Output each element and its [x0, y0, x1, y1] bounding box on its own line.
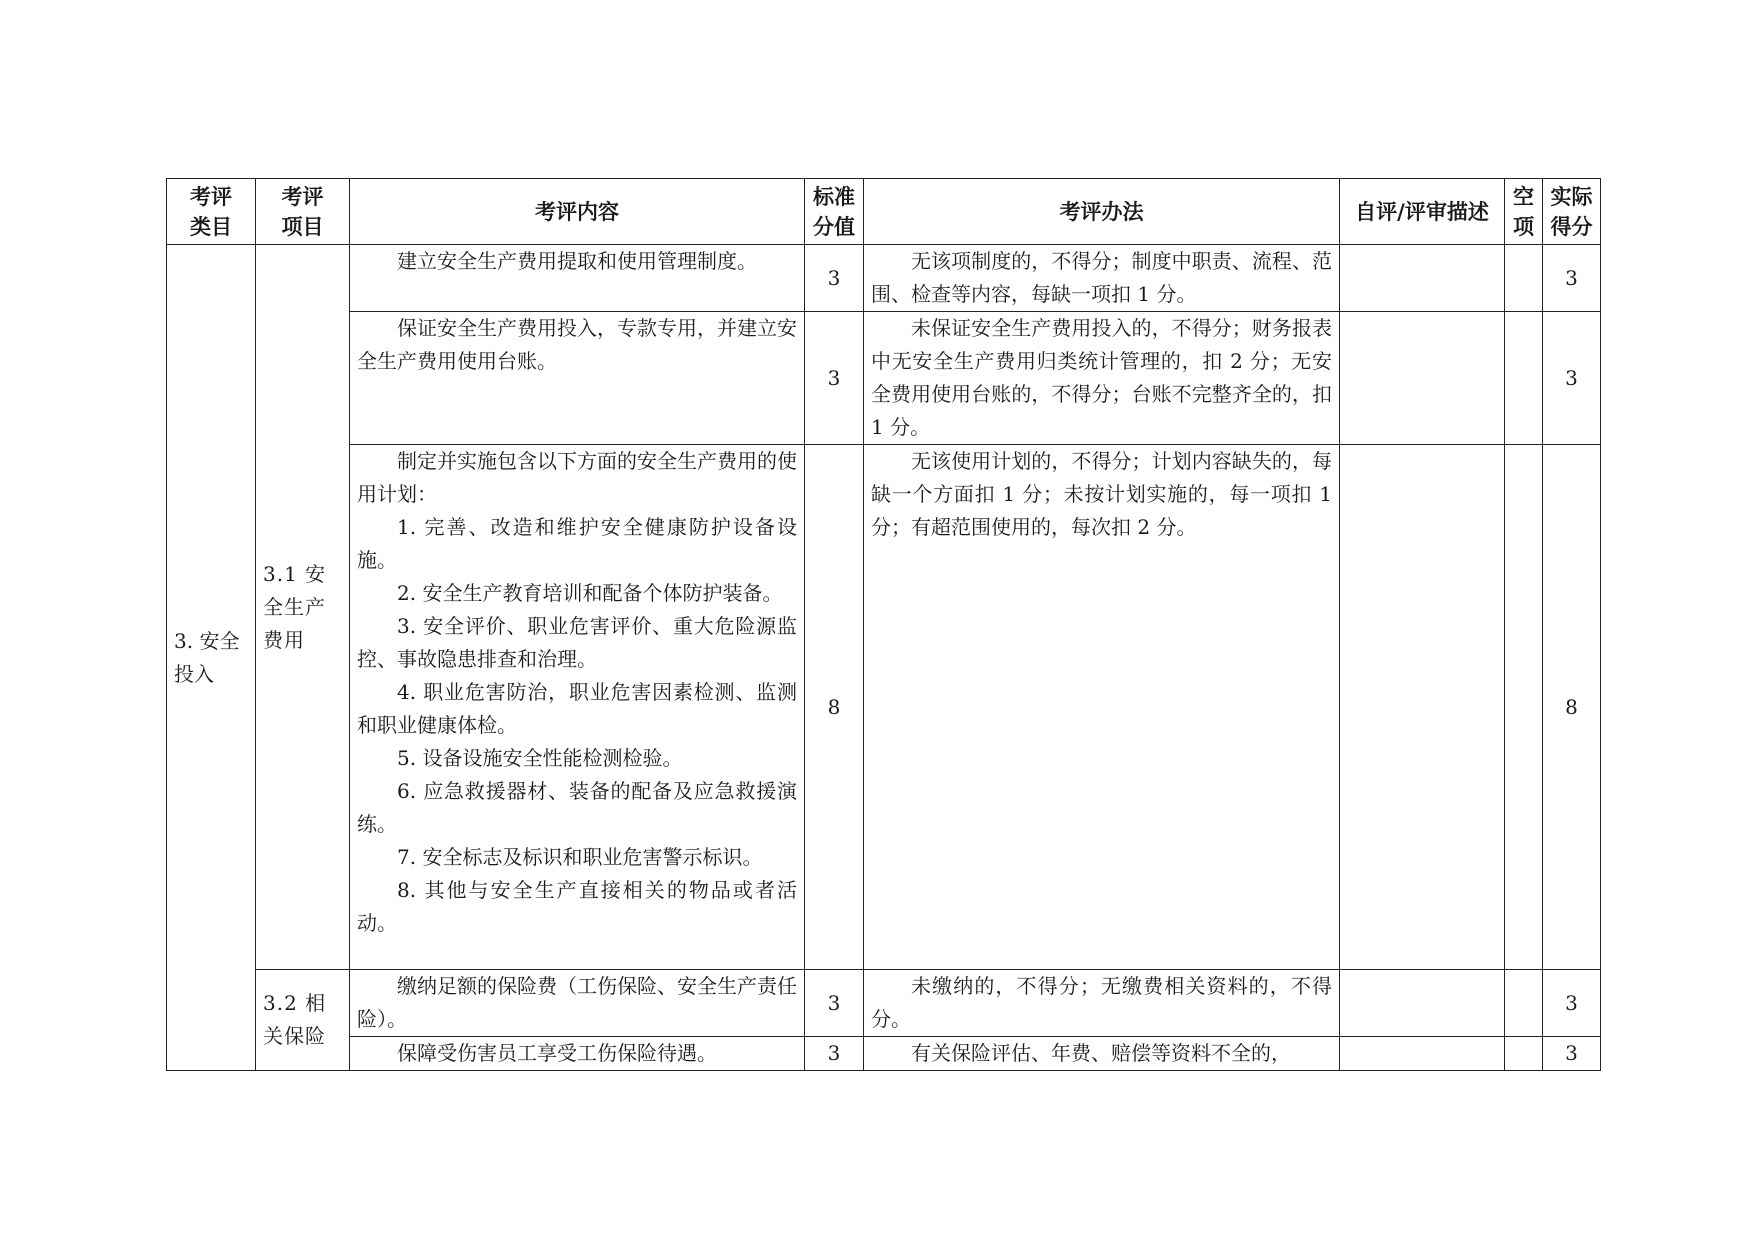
category-cell: 3. 安全投入	[167, 245, 256, 1071]
self-review-cell[interactable]	[1340, 245, 1505, 312]
content-cell: 缴纳足额的保险费（工伤保险、安全生产责任险）。	[350, 970, 805, 1037]
content-paragraph: 8. 其他与安全生产直接相关的物品或者活动。	[357, 878, 797, 935]
method-cell: 无该项制度的，不得分；制度中职责、流程、范围、检查等内容，每缺一项扣 1 分。	[864, 245, 1340, 312]
empty-cell[interactable]	[1505, 970, 1543, 1037]
table-row	[167, 970, 1601, 1037]
content-cell: 建立安全生产费用提取和使用管理制度。	[350, 245, 805, 312]
standard-score-cell: 8	[805, 445, 864, 970]
standard-score-cell: 3	[805, 245, 864, 312]
standard-score-cell: 3	[805, 312, 864, 445]
method-cell: 有关保险评估、年费、赔偿等资料不全的，	[864, 1037, 1340, 1071]
header-self-review: 自评/评审描述	[1340, 179, 1505, 245]
content-paragraph: 6. 应急救援器材、装备的配备及应急救援演练。	[357, 779, 797, 836]
actual-score-cell: 3	[1543, 970, 1601, 1037]
empty-cell[interactable]	[1505, 445, 1543, 970]
table-row	[167, 445, 1601, 970]
content-paragraph: 1. 完善、改造和维护安全健康防护设备设施。	[357, 515, 797, 572]
method-cell: 未保证安全生产费用投入的，不得分；财务报表中无安全生产费用归类统计管理的，扣 2 分；无安全费用使用台账的，不得分；台账不完整齐全的，扣 1 分。	[864, 312, 1340, 445]
content-paragraph: 制定并实施包含以下方面的安全生产费用的使用计划：	[357, 449, 797, 506]
self-review-cell[interactable]	[1340, 312, 1505, 445]
content-cell	[350, 445, 805, 970]
content-paragraph: 5. 设备设施安全性能检测检验。	[397, 746, 683, 770]
actual-score-cell: 3	[1543, 245, 1601, 312]
evaluation-table	[166, 178, 1601, 1071]
content-cell: 保障受伤害员工享受工伤保险待遇。	[350, 1037, 805, 1071]
self-review-cell[interactable]	[1340, 1037, 1505, 1071]
header-category: 考评 类目	[167, 179, 256, 245]
self-review-cell[interactable]	[1340, 970, 1505, 1037]
header-empty: 空 项	[1505, 179, 1543, 245]
empty-cell[interactable]	[1505, 1037, 1543, 1071]
header-item: 考评 项目	[256, 179, 350, 245]
empty-cell[interactable]	[1505, 312, 1543, 445]
table-row	[167, 1037, 1601, 1071]
table-row	[167, 245, 1601, 312]
content-paragraph: 3. 安全评价、职业危害评价、重大危险源监控、事故隐患排查和治理。	[357, 614, 797, 671]
content-cell: 保证安全生产费用投入，专款专用，并建立安全生产费用使用台账。	[350, 312, 805, 445]
table-row	[167, 312, 1601, 445]
header-content: 考评内容	[350, 179, 805, 245]
item-cell-3-1: 3.1 安全生产费用	[256, 245, 350, 970]
content-paragraph: 4. 职业危害防治，职业危害因素检测、监测和职业健康体检。	[357, 680, 797, 737]
standard-score-cell: 3	[805, 970, 864, 1037]
empty-cell[interactable]	[1505, 245, 1543, 312]
self-review-cell[interactable]	[1340, 445, 1505, 970]
item-cell-3-2: 3.2 相关保险	[256, 970, 350, 1071]
content-paragraph: 2. 安全生产教育培训和配备个体防护装备。	[397, 581, 783, 605]
actual-score-cell: 8	[1543, 445, 1601, 970]
actual-score-cell: 3	[1543, 1037, 1601, 1071]
header-standard-score: 标准 分值	[805, 179, 864, 245]
standard-score-cell: 3	[805, 1037, 864, 1071]
header-method: 考评办法	[864, 179, 1340, 245]
header-row	[167, 179, 1601, 245]
content-paragraph: 7. 安全标志及标识和职业危害警示标识。	[397, 845, 763, 869]
header-actual-score: 实际 得分	[1543, 179, 1601, 245]
method-cell: 未缴纳的，不得分；无缴费相关资料的，不得分。	[864, 970, 1340, 1037]
method-cell: 无该使用计划的，不得分；计划内容缺失的，每缺一个方面扣 1 分；未按计划实施的，每一项扣 1 分；有超范围使用的，每次扣 2 分。	[864, 445, 1340, 970]
actual-score-cell: 3	[1543, 312, 1601, 445]
